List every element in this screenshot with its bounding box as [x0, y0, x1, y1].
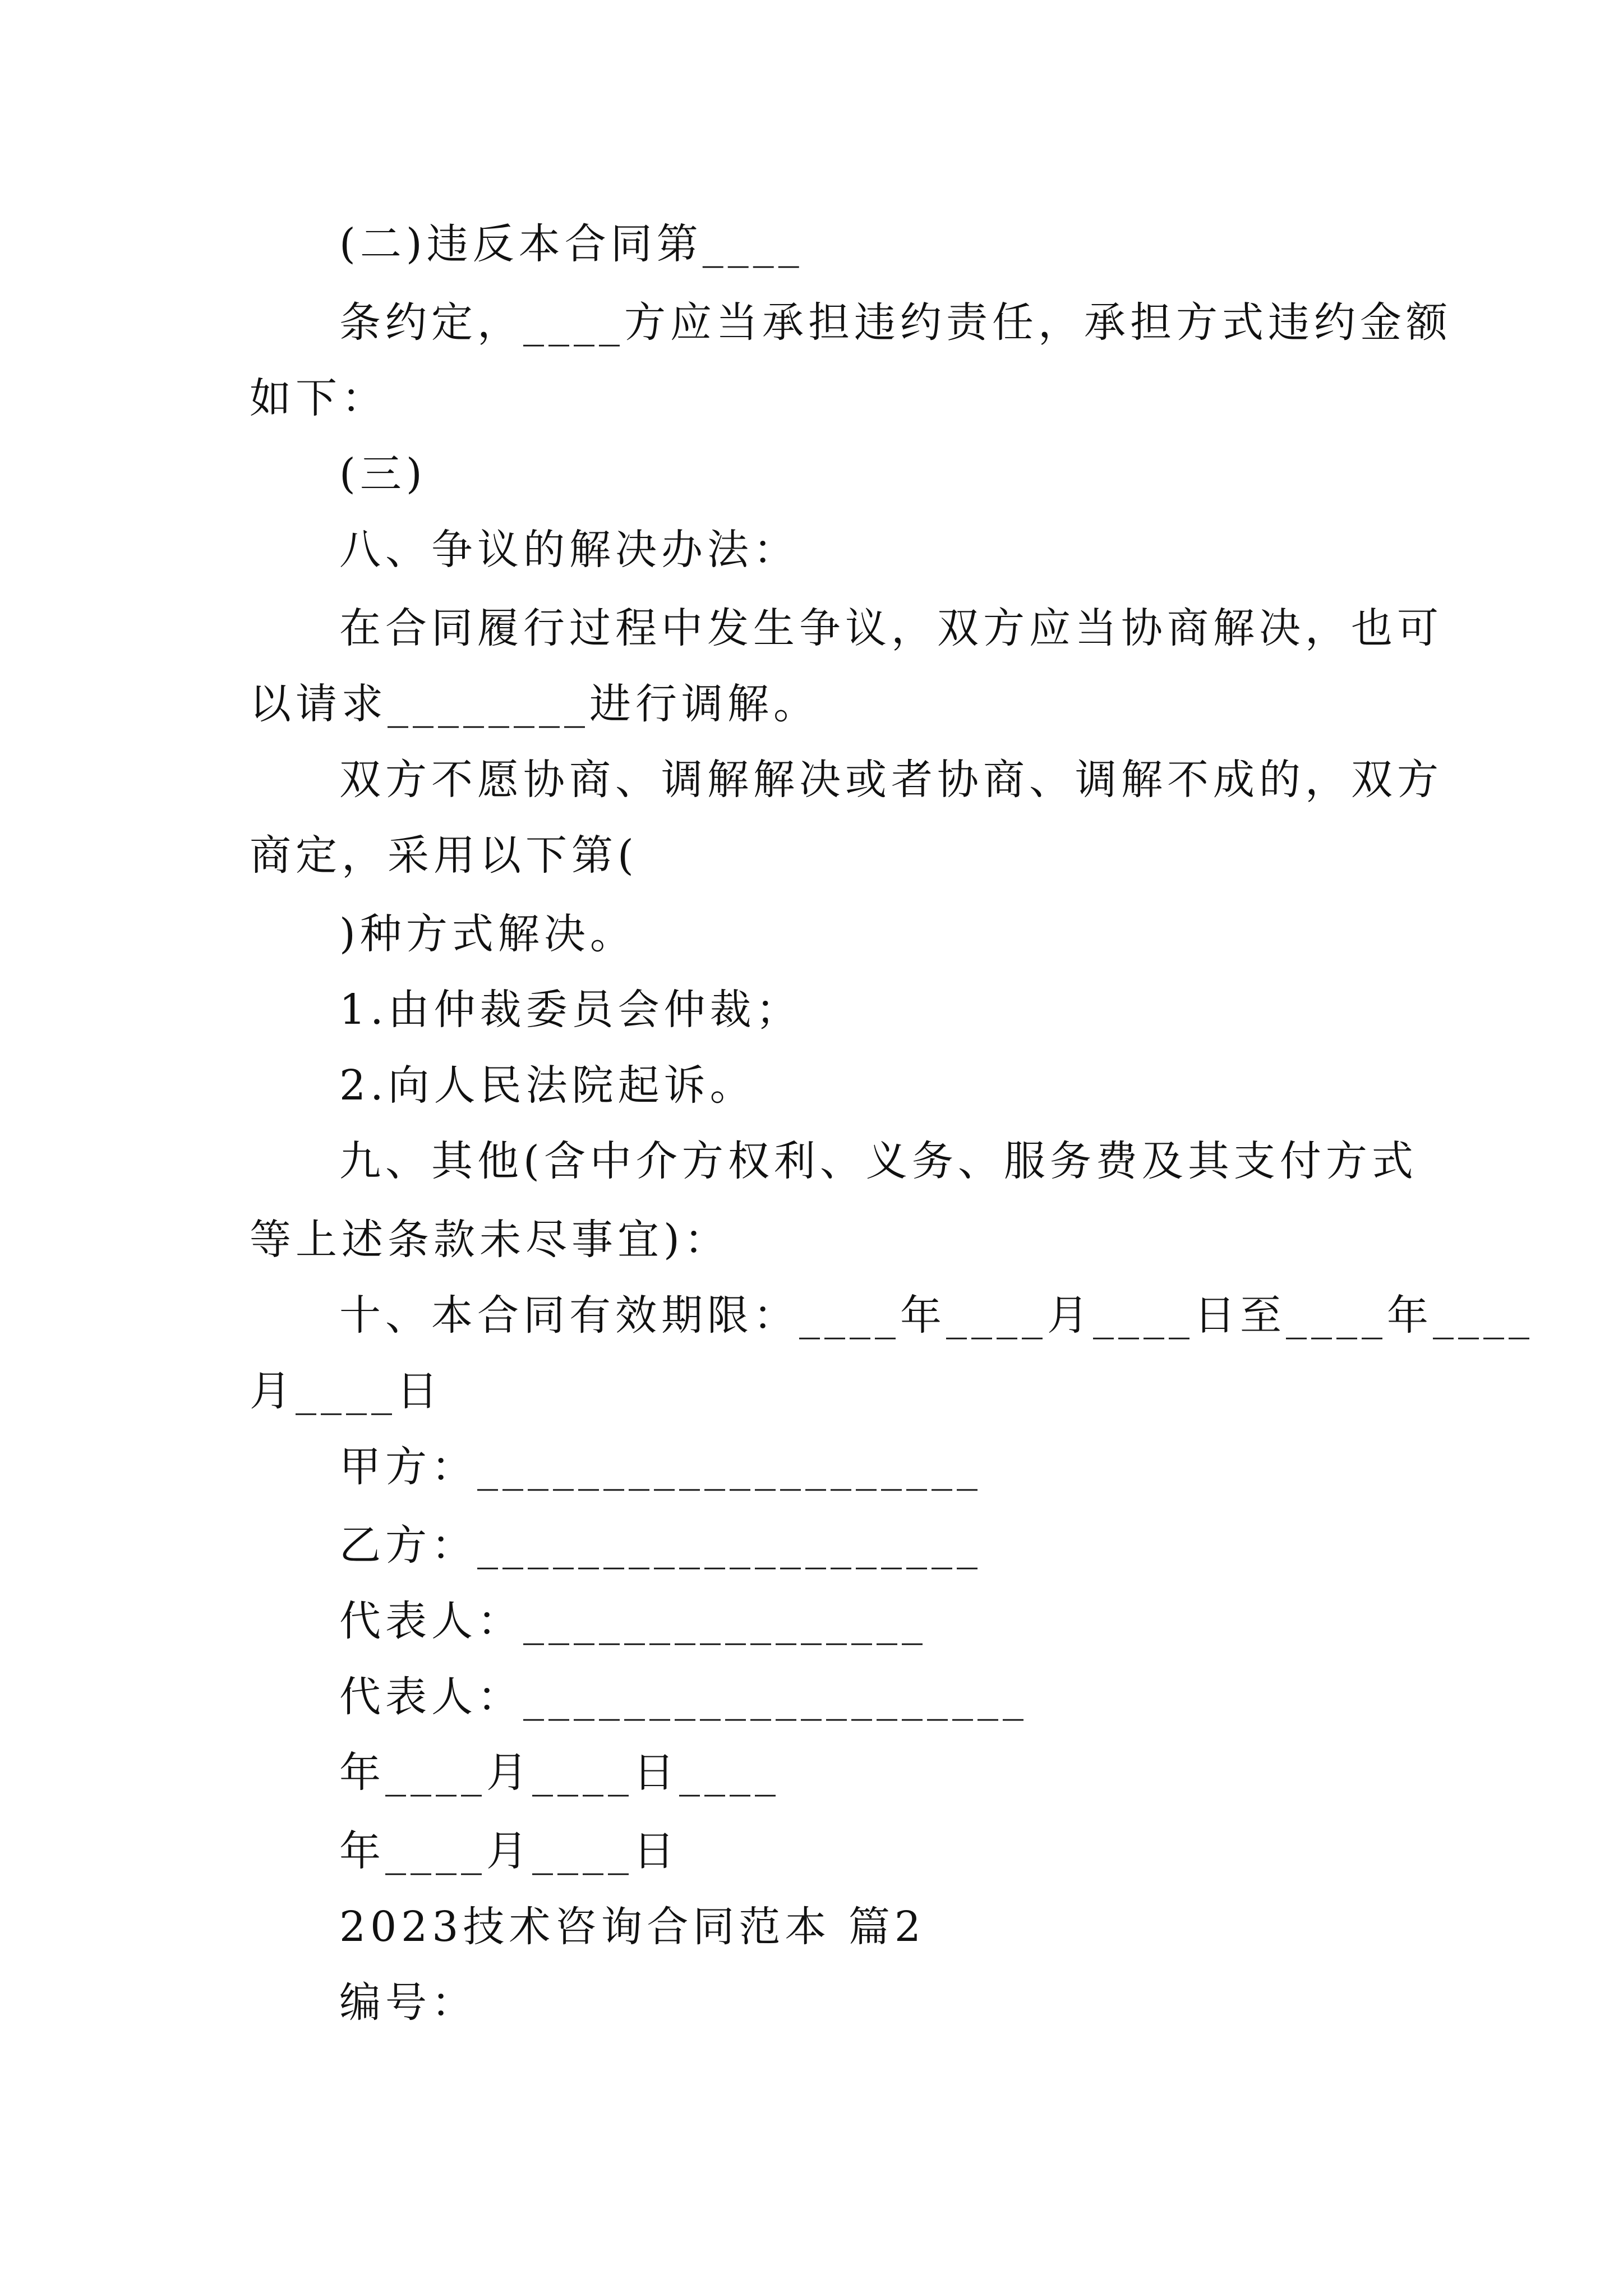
text-line: 月____日: [250, 1367, 442, 1415]
date-field: 年____月____日____: [339, 1749, 780, 1797]
signature-field: 代表人：____________________: [339, 1673, 1028, 1721]
text-line: (三): [339, 450, 427, 498]
text-line: 在合同履行过程中发生争议，双方应当协商解决，也可: [339, 604, 1443, 652]
text-line: 条约定，____方应当承担违约责任，承担方式违约金额: [339, 298, 1452, 347]
list-item: 2.向人民法院起诉。: [339, 1061, 756, 1110]
text-line: 商定，采用以下第(: [250, 831, 638, 880]
text-line: 以请求________进行调解。: [250, 680, 819, 728]
signature-field: 乙方：____________________: [339, 1521, 982, 1570]
text-line: 等上述条款未尽事宜)：: [250, 1216, 730, 1264]
text-line: 编号：: [339, 1978, 477, 2027]
signature-field: 甲方：____________________: [339, 1443, 982, 1491]
section-heading: 八、争议的解决办法：: [339, 526, 799, 574]
section-heading: 九、其他(含中介方权利、义务、服务费及其支付方式: [339, 1137, 1418, 1185]
date-field: 年____月____日: [339, 1827, 679, 1875]
signature-field: 代表人：________________: [339, 1597, 927, 1645]
list-item: 1.由仲裁委员会仲裁；: [339, 986, 802, 1034]
text-line: )种方式解决。: [339, 910, 636, 958]
text-line: (二)违反本合同第____: [339, 220, 804, 268]
text-line: 如下：: [250, 374, 388, 422]
section-heading: 十、本合同有效期限：____年____月____日至____年____: [339, 1291, 1534, 1340]
document-title: 2023技术咨询合同范本 篇2: [339, 1903, 925, 1951]
text-line: 双方不愿协商、调解解决或者协商、调解不成的，双方: [339, 756, 1443, 804]
